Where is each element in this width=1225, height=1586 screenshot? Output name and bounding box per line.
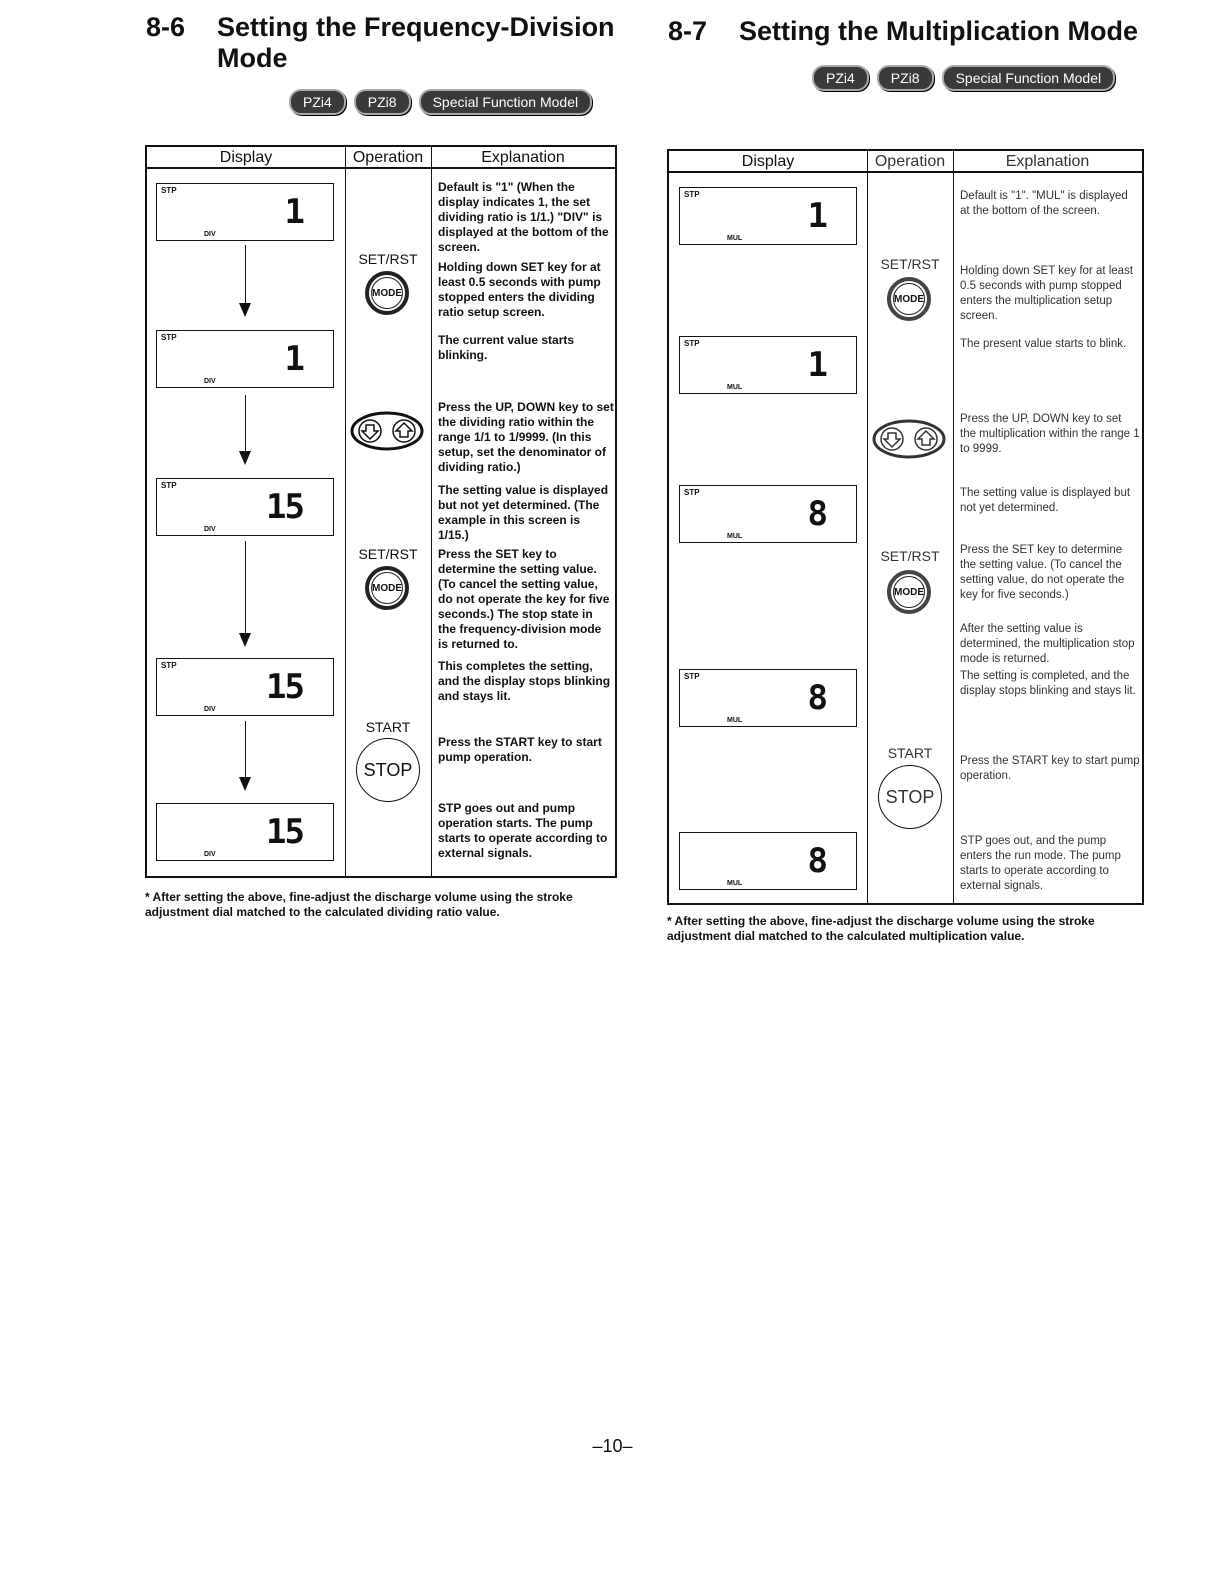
header-operation: Operation bbox=[345, 147, 431, 169]
procedure-table-left bbox=[145, 145, 617, 878]
badge-special-function: Special Function Model bbox=[419, 89, 593, 115]
explanation-text: STP goes out, and the pump enters the run mode. The pump starts to operate according to external signals. bbox=[960, 835, 1121, 892]
down-arrow-icon bbox=[245, 541, 246, 645]
explanation-text: Holding down SET key for at least 0.5 seconds with pump stopped enters the dividing ratio setup screen. bbox=[438, 260, 601, 319]
explanation-text: The current value starts blinking. bbox=[438, 333, 575, 362]
mode-indicator: MUL bbox=[727, 880, 743, 887]
down-arrow-icon bbox=[245, 395, 246, 463]
explanation-text: The setting value is displayed but not yet determined. (The example in this screen is 1/15.) bbox=[438, 483, 609, 542]
setrst-label: SET/RST bbox=[358, 251, 418, 267]
stp-indicator: STP bbox=[684, 339, 700, 348]
stp-indicator: STP bbox=[684, 672, 700, 681]
setrst-label: SET/RST bbox=[880, 548, 940, 564]
lcd-display-blinking bbox=[156, 330, 334, 388]
lcd-display bbox=[679, 832, 857, 890]
mode-indicator: MUL bbox=[727, 533, 743, 540]
setrst-label: SET/RST bbox=[880, 256, 940, 272]
stp-indicator: STP bbox=[684, 190, 700, 199]
lcd-display bbox=[156, 803, 334, 861]
explanation-text: Holding down SET key for at least 0.5 seconds with pump stopped enters the multiplication setup screen. bbox=[960, 265, 1134, 322]
lcd-value: 8 bbox=[807, 678, 826, 718]
start-label: START bbox=[887, 745, 933, 761]
header-display: Display bbox=[147, 147, 345, 169]
mode-button[interactable]: MODE bbox=[887, 570, 931, 614]
stp-indicator: STP bbox=[684, 488, 700, 497]
lcd-value: 8 bbox=[807, 841, 826, 881]
lcd-value: 1 bbox=[284, 339, 303, 379]
mode-button[interactable]: MODE bbox=[365, 566, 409, 610]
explanation-text: Press the SET key to determine the setting value. (To cancel the setting value, do not operate the key for five seconds.) bbox=[960, 544, 1125, 601]
lcd-value: 15 bbox=[266, 487, 303, 527]
section-title-right: Setting the Multiplication Mode bbox=[739, 16, 1138, 46]
lcd-value: 1 bbox=[284, 192, 303, 232]
mode-indicator: DIV bbox=[204, 526, 216, 533]
header-explanation: Explanation bbox=[431, 147, 615, 169]
stop-button[interactable]: STOP bbox=[878, 765, 942, 829]
lcd-display-blinking bbox=[679, 336, 857, 394]
section-title-line2: Mode bbox=[217, 43, 288, 73]
mode-button[interactable]: MODE bbox=[365, 271, 409, 315]
page-number: –10– bbox=[592, 1436, 633, 1456]
section-number-right: 8-7 bbox=[668, 16, 708, 46]
up-down-keys-icon[interactable] bbox=[872, 419, 946, 459]
footnote-right: * After setting the above, fine-adjust the discharge volume using the stroke adjustment dial matched to the calculated multiplication value. bbox=[667, 914, 1095, 943]
model-badges-left bbox=[289, 89, 592, 115]
explanation-text: Press the START key to start pump operation. bbox=[438, 735, 602, 764]
stp-indicator: STP bbox=[161, 661, 177, 670]
badge-pzi4: PZi4 bbox=[812, 65, 869, 91]
stop-button[interactable]: STOP bbox=[356, 738, 420, 802]
lcd-value: 15 bbox=[266, 812, 303, 852]
explanation-text: Press the START key to start pump operation. bbox=[960, 755, 1140, 782]
header-explanation: Explanation bbox=[953, 151, 1142, 173]
explanation-text: This completes the setting, and the display stops blinking and stays lit. bbox=[438, 659, 611, 703]
explanation-text: Default is "1" (When the display indicates 1, the set dividing ratio is 1/1.) "DIV" is displayed at the bottom of the screen. bbox=[438, 180, 609, 254]
section-title-line1: Setting the Frequency-Division bbox=[217, 12, 615, 42]
setrst-label: SET/RST bbox=[358, 546, 418, 562]
lcd-value: 15 bbox=[266, 667, 303, 707]
section-title-left bbox=[217, 12, 615, 74]
badge-pzi8: PZi8 bbox=[354, 89, 411, 115]
explanation-text: The setting is completed, and the display stops blinking and stays lit. bbox=[960, 670, 1136, 697]
header-display: Display bbox=[669, 151, 867, 173]
mode-indicator: DIV bbox=[204, 706, 216, 713]
mode-indicator: DIV bbox=[204, 231, 216, 238]
up-down-keys-icon[interactable] bbox=[350, 411, 424, 451]
stp-indicator: STP bbox=[161, 481, 177, 490]
lcd-value: 1 bbox=[807, 196, 826, 236]
section-number-left: 8-6 bbox=[146, 12, 186, 42]
explanation-text: Default is "1". "MUL" is displayed at the bottom of the screen. bbox=[960, 190, 1128, 217]
explanation-text: The present value starts to blink. bbox=[960, 338, 1127, 350]
lcd-display bbox=[156, 658, 334, 716]
stp-indicator: STP bbox=[161, 333, 177, 342]
mode-button[interactable]: MODE bbox=[887, 277, 931, 321]
mode-indicator: MUL bbox=[727, 717, 743, 724]
explanation-text: Press the SET key to determine the setting value. (To cancel the setting value, do not operate the key for five seconds.) The stop state in the frequency-division mode is returned to. bbox=[438, 547, 610, 651]
lcd-value: 1 bbox=[807, 345, 826, 385]
mode-indicator: DIV bbox=[204, 378, 216, 385]
lcd-display bbox=[156, 183, 334, 241]
lcd-value: 8 bbox=[807, 494, 826, 534]
model-badges-right bbox=[812, 65, 1115, 91]
mode-indicator: MUL bbox=[727, 384, 743, 391]
badge-pzi8: PZi8 bbox=[877, 65, 934, 91]
footnote-left: * After setting the above, fine-adjust the discharge volume using the stroke adjustment dial matched to the calculated dividing ratio value. bbox=[145, 890, 573, 919]
stp-indicator: STP bbox=[161, 186, 177, 195]
mode-indicator: DIV bbox=[204, 851, 216, 858]
explanation-text: STP goes out and pump operation starts. The pump starts to operate according to external signals. bbox=[438, 801, 608, 860]
explanation-text: Press the UP, DOWN key to set the dividing ratio within the range 1/1 to 1/9999. (In this setup, set the denominator of dividing ratio.) bbox=[438, 400, 614, 474]
lcd-display bbox=[679, 669, 857, 727]
explanation-text: Press the UP, DOWN key to set the multiplication within the range 1 to 9999. bbox=[960, 413, 1140, 455]
down-arrow-icon bbox=[245, 245, 246, 315]
procedure-table-right bbox=[667, 149, 1144, 905]
badge-special-function: Special Function Model bbox=[942, 65, 1116, 91]
mode-indicator: MUL bbox=[727, 235, 743, 242]
down-arrow-icon bbox=[245, 721, 246, 789]
lcd-display-blinking bbox=[156, 478, 334, 536]
start-label: START bbox=[365, 719, 411, 735]
explanation-text: After the setting value is determined, the multiplication stop mode is returned. bbox=[960, 623, 1135, 665]
badge-pzi4: PZi4 bbox=[289, 89, 346, 115]
lcd-display bbox=[679, 187, 857, 245]
lcd-display-blinking bbox=[679, 485, 857, 543]
header-operation: Operation bbox=[867, 151, 953, 173]
explanation-text: The setting value is displayed but not yet determined. bbox=[960, 487, 1131, 514]
